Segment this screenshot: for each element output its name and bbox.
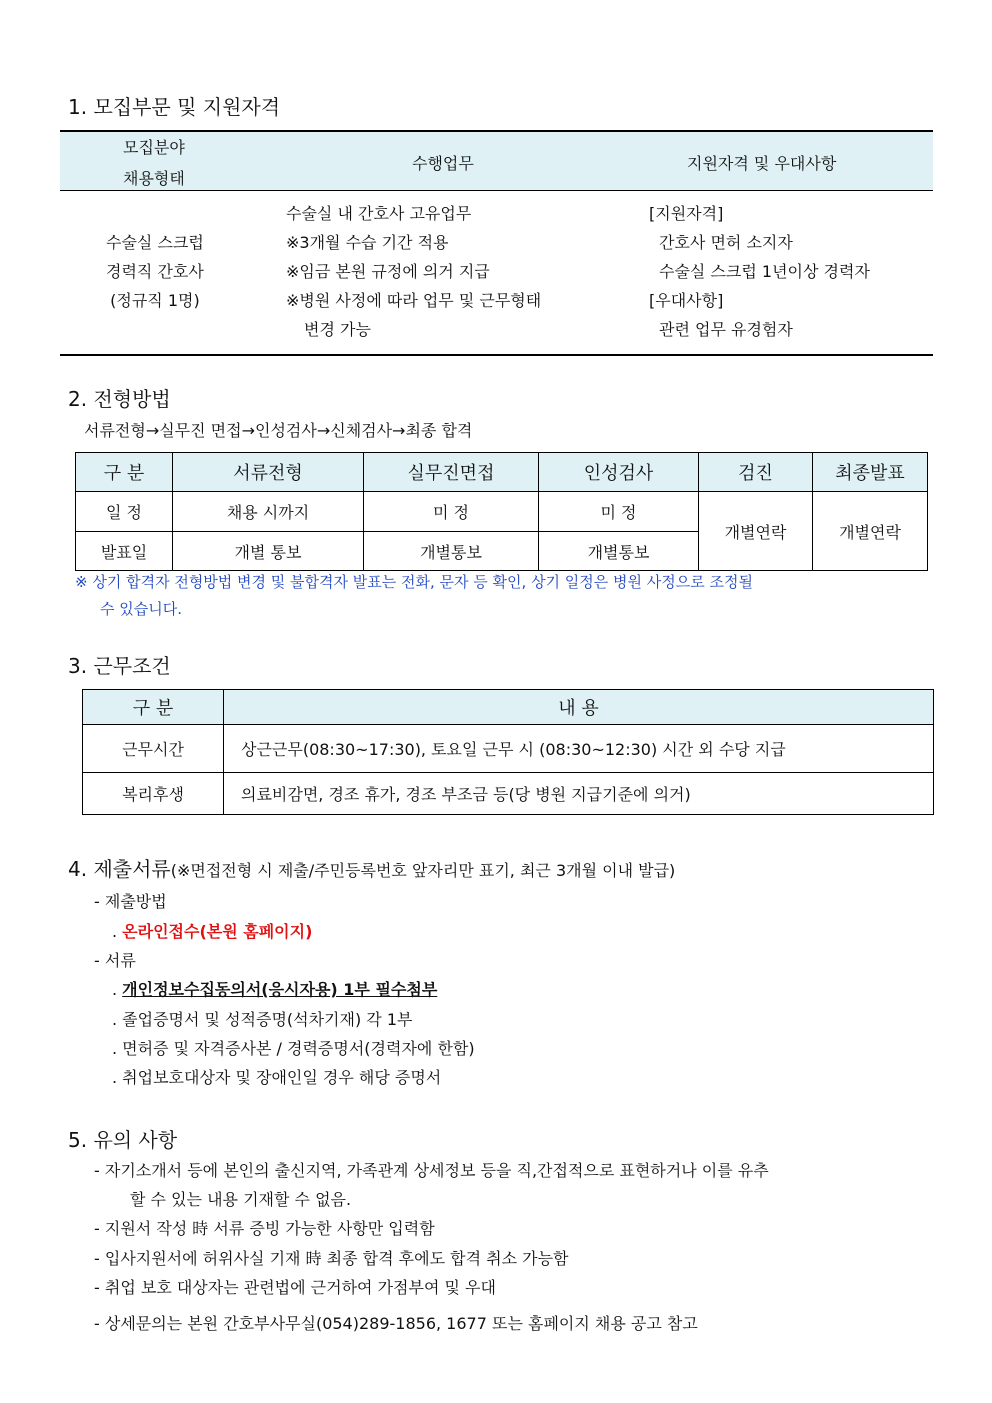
doc-text: 면허증 및 자격증사본 / 경력증명서(경력자에 한함)	[122, 1039, 475, 1058]
td: 개별연락	[699, 492, 813, 571]
td: 일 정	[76, 492, 173, 532]
header-field: 모집분야	[123, 138, 185, 157]
doc-item: . 개인정보수집동의서(응시자용) 1부 필수첨부	[112, 980, 438, 999]
th: 구 분	[76, 453, 173, 492]
process-flow: 서류전형→실무진 면접→인성검사→신체검사→최종 합격	[84, 421, 473, 440]
conditions-table	[82, 689, 934, 815]
notice-item: - 상세문의는 본원 간호부사무실(054)289-1856, 1677 또는 홈페이지 채용 공고 참고	[94, 1314, 698, 1333]
qual-line: 간호사 면허 소지자	[659, 233, 793, 252]
recruit-table	[60, 130, 933, 356]
duty-line: 수술실 내 간호사 고유업무	[286, 204, 472, 223]
field-line: 수술실 스크럽	[106, 233, 204, 252]
process-note: ※ 상기 합격자 전형방법 변경 및 불합격자 발표는 전화, 문자 등 확인, 상기 일정은 병원 사정으로 조정될	[75, 573, 753, 591]
duty-line: ※3개월 수습 기간 적용	[286, 233, 449, 252]
td: 개별 통보	[173, 532, 364, 571]
docs-label: - 서류	[94, 951, 136, 970]
field-cell	[106, 228, 204, 315]
section-5-title: 5. 유의 사항	[68, 1128, 178, 1152]
td: 상근근무(08:30~17:30), 토요일 근무 시 (08:30~12:30) 시간 외 수당 지급	[224, 725, 934, 773]
qual-line: 수술실 스크럽 1년이상 경력자	[659, 262, 870, 281]
notice-item-cont: 할 수 있는 내용 기재할 수 없음.	[130, 1190, 352, 1209]
method-label: - 제출방법	[94, 892, 167, 911]
section-3-title: 3. 근무조건	[68, 654, 171, 678]
td: 미 정	[539, 492, 699, 532]
field-line: (정규직 1명)	[110, 291, 200, 310]
method-item: . 온라인접수(본원 홈페이지)	[112, 922, 313, 941]
process-note-cont: 수 있습니다.	[100, 600, 182, 618]
doc-text: 취업보호대상자 및 장애인일 경우 해당 증명서	[122, 1068, 442, 1087]
duty-line: ※병원 사정에 따라 업무 및 근무형태	[286, 291, 542, 310]
notice-item: - 자기소개서 등에 본인의 출신지역, 가족관계 상세정보 등을 직,간접적으로 표현하거나 이를 유추	[94, 1161, 769, 1180]
qual-line: [지원자격]	[649, 204, 724, 223]
td: 복리후생	[83, 773, 224, 815]
th: 구 분	[83, 690, 224, 725]
td: 채용 시까지	[173, 492, 364, 532]
th: 서류전형	[173, 453, 364, 492]
duty-line: ※임금 본원 규정에 의거 지급	[286, 262, 490, 281]
th: 최종발표	[813, 453, 928, 492]
doc-text: 졸업증명서 및 성적증명(석차기재) 각 1부	[122, 1010, 413, 1029]
header-quals: 지원자격 및 우대사항	[687, 154, 837, 173]
doc-text: 개인정보수집동의서(응시자용) 1부 필수첨부	[122, 980, 438, 999]
th: 검진	[699, 453, 813, 492]
doc-item: . 면허증 및 자격증사본 / 경력증명서(경력자에 한함)	[112, 1039, 475, 1058]
header-type: 채용형태	[123, 169, 185, 188]
th: 내 용	[224, 690, 934, 725]
section-4-title-row	[68, 853, 675, 882]
quals-cell	[649, 199, 870, 344]
section-2-title: 2. 전형방법	[68, 387, 171, 411]
td: 근무시간	[83, 725, 224, 773]
td: 개별통보	[539, 532, 699, 571]
doc-item: . 취업보호대상자 및 장애인일 경우 해당 증명서	[112, 1068, 442, 1087]
td: 의료비감면, 경조 휴가, 경조 부조금 등(당 병원 지급기준에 의거)	[224, 773, 934, 815]
th: 실무진면접	[364, 453, 539, 492]
notice-item: - 취업 보호 대상자는 관련법에 근거하여 가점부여 및 우대	[94, 1278, 496, 1297]
notice-item: - 입사지원서에 허위사실 기재 時 최종 합격 후에도 합격 취소 가능함	[94, 1249, 569, 1268]
notice-item: - 지원서 작성 時 서류 증빙 가능한 사항만 입력함	[94, 1219, 435, 1238]
doc-item: . 졸업증명서 및 성적증명(석차기재) 각 1부	[112, 1010, 413, 1029]
section-4-note: (※면접전형 시 제출/주민등록번호 앞자리만 표기, 최근 3개월 이내 발급)	[170, 861, 676, 880]
qual-line: 관련 업무 유경험자	[659, 320, 793, 339]
th: 인성검사	[539, 453, 699, 492]
td: 발표일	[76, 532, 173, 571]
section-1-title: 1. 모집부문 및 지원자격	[68, 95, 281, 119]
field-line: 경력직 간호사	[106, 262, 204, 281]
section-4-title: 4. 제출서류	[68, 857, 171, 881]
td: 개별연락	[813, 492, 928, 571]
qual-line: [우대사항]	[649, 291, 724, 310]
duties-cell	[286, 199, 541, 344]
td: 미 정	[364, 492, 539, 532]
process-table	[75, 452, 928, 571]
header-duties: 수행업무	[412, 154, 474, 173]
method-value: 온라인접수(본원 홈페이지)	[122, 922, 313, 941]
td: 개별통보	[364, 532, 539, 571]
duty-line: 변경 가능	[304, 320, 371, 339]
